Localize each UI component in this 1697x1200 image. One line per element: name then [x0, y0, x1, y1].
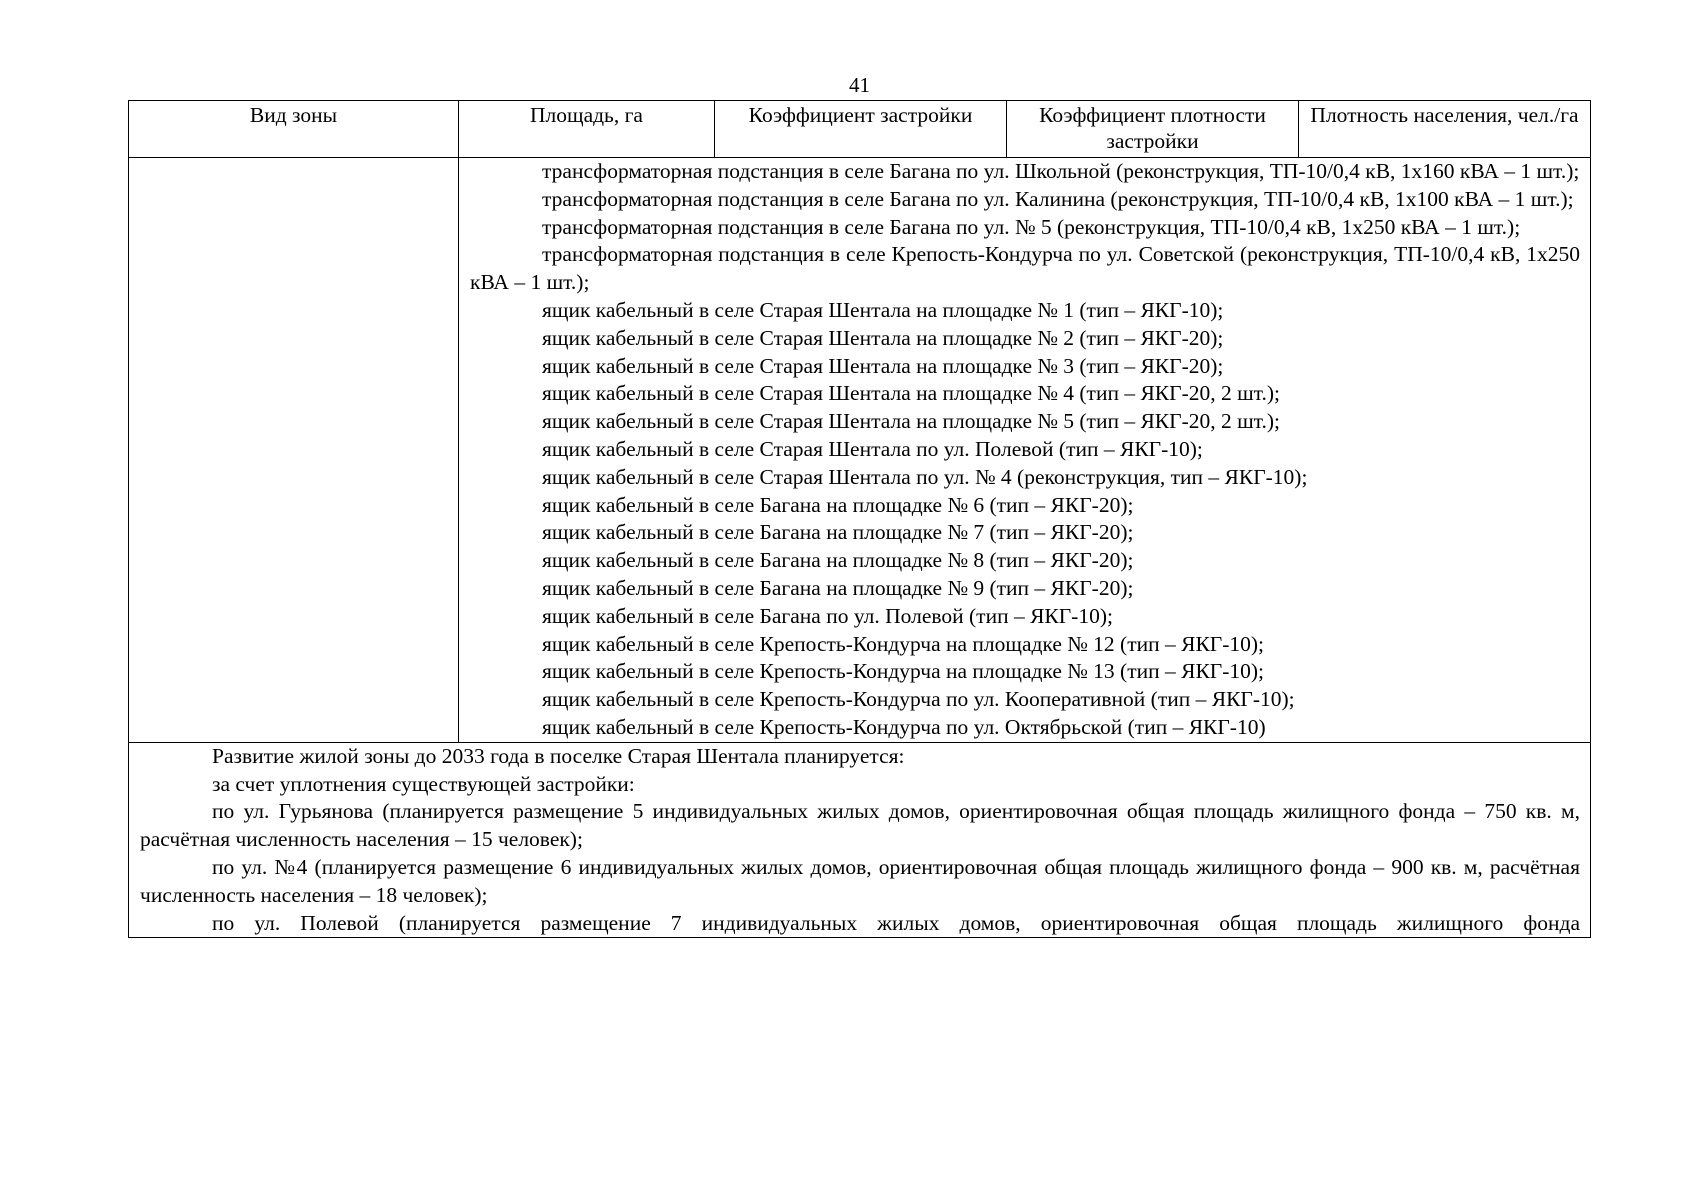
- cable-item: ящик кабельный в селе Крепость-Кондурча по ул. Кооперативной (тип – ЯКГ-10);: [542, 687, 1295, 712]
- cable-item: ящик кабельный в селе Старая Шентала по ул. № 4 (реконструкция, тип – ЯКГ-10);: [542, 464, 1308, 489]
- development-item: по ул. Полевой (планируется размещение 7 индивидуальных жилых домов, ориентировочная общая площадь жилищного фонда: [212, 910, 1580, 935]
- development-intro: Развитие жилой зоны до 2033 года в поселке Старая Шентала планируется:: [212, 743, 905, 768]
- cable-item: ящик кабельный в селе Старая Шентала по ул. Полевой (тип – ЯКГ-10);: [542, 436, 1203, 461]
- cable-item: ящик кабельный в селе Старая Шентала на площадке № 4 (тип – ЯКГ-20, 2 шт.);: [542, 381, 1280, 406]
- development-row: [129, 742, 1591, 937]
- cable-item: ящик кабельный в селе Багана на площадке № 9 (тип – ЯКГ-20);: [542, 575, 1134, 600]
- substation-item: трансформаторная подстанция в селе Багана по ул. Школьной (реконструкция, ТП-10/0,4 кВ, 1х160 кВА – 1 шт.);: [542, 159, 1580, 183]
- cable-item: ящик кабельный в селе Старая Шентала на площадке № 1 (тип – ЯКГ-10);: [542, 297, 1224, 322]
- development-cell: [129, 742, 1591, 937]
- zone-type-cell: [129, 158, 459, 743]
- cable-item: ящик кабельный в селе Багана на площадке № 7 (тип – ЯКГ-20);: [542, 520, 1134, 545]
- header-population-density: Плотность населения, чел./га: [1299, 101, 1591, 158]
- cable-item: ящик кабельный в селе Багана на площадке № 6 (тип – ЯКГ-20);: [542, 492, 1134, 517]
- substation-item: трансформаторная подстанция в селе Крепость-Кондурча по ул. Советской (реконструкция, ТП-10/0,4 кВ, 1х250 кВА – 1 шт.);: [470, 242, 1580, 295]
- substation-item: трансформаторная подстанция в селе Багана по ул. № 5 (реконструкция, ТП-10/0,4 кВ, 1х250 кВА – 1 шт.);: [542, 214, 1521, 239]
- development-item: по ул. Гурьянова (планируется размещение 5 индивидуальных жилых домов, ориентировочная общая площадь жилищного фонда – 750 кв. м, расчётная численность населения – 15 человек);: [140, 799, 1580, 852]
- header-building-coefficient: Коэффициент застройки: [715, 101, 1007, 158]
- cable-item: ящик кабельный в селе Старая Шентала на площадке № 5 (тип – ЯКГ-20, 2 шт.);: [542, 409, 1280, 434]
- page-number: 41: [849, 73, 870, 97]
- table-header-row: [129, 101, 1591, 158]
- header-area: Площадь, га: [459, 101, 715, 158]
- substation-item: трансформаторная подстанция в селе Багана по ул. Калинина (реконструкция, ТП-10/0,4 кВ, 1х100 кВА – 1 шт.);: [542, 186, 1574, 211]
- development-item: по ул. №4 (планируется размещение 6 индивидуальных жилых домов, ориентировочная общая площадь жилищного фонда – 900 кв. м, расчётная численность населения – 18 человек);: [140, 854, 1580, 907]
- cable-item: ящик кабельный в селе Крепость-Кондурча на площадке № 12 (тип – ЯКГ-10);: [542, 631, 1265, 656]
- cable-item: ящик кабельный в селе Старая Шентала на площадке № 2 (тип – ЯКГ-20);: [542, 325, 1224, 350]
- infrastructure-list-cell: [459, 158, 1591, 743]
- cable-item: ящик кабельный в селе Багана по ул. Полевой (тип – ЯКГ-10);: [542, 603, 1113, 628]
- infrastructure-row: [129, 158, 1591, 743]
- header-density-coefficient: Коэффициент плотности застройки: [1007, 101, 1299, 158]
- cable-item: ящик кабельный в селе Старая Шентала на площадке № 3 (тип – ЯКГ-20);: [542, 353, 1224, 378]
- development-method: за счет уплотнения существующей застройки:: [212, 771, 635, 796]
- header-zone-type: Вид зоны: [129, 101, 459, 158]
- zone-table: [128, 100, 1591, 938]
- cable-item: ящик кабельный в селе Крепость-Кондурча на площадке № 13 (тип – ЯКГ-10);: [542, 659, 1265, 684]
- cable-item: ящик кабельный в селе Крепость-Кондурча по ул. Октябрьской (тип – ЯКГ-10): [542, 714, 1266, 739]
- cable-item: ящик кабельный в селе Багана на площадке № 8 (тип – ЯКГ-20);: [542, 548, 1134, 573]
